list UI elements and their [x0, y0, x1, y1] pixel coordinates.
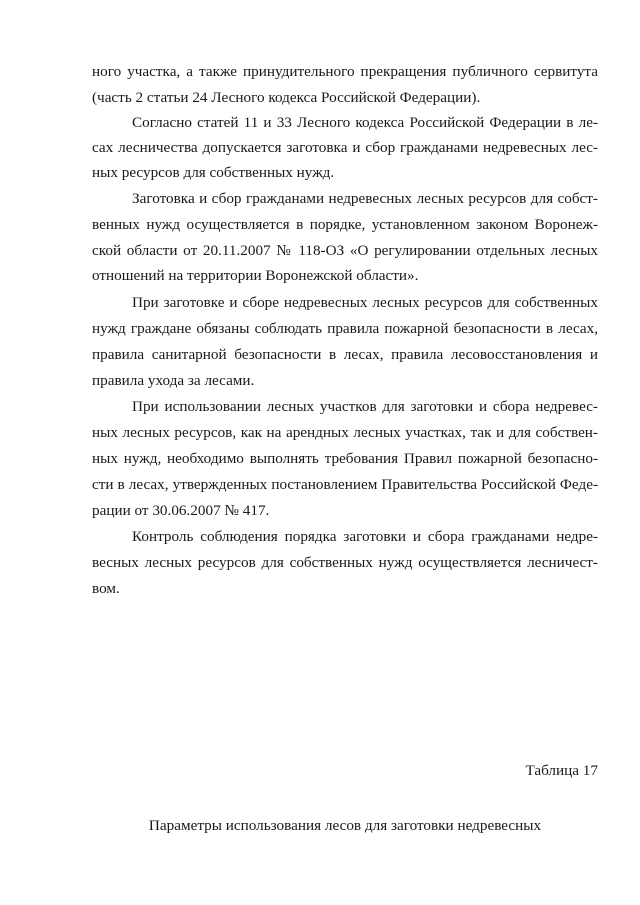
table-number: Таблица 17	[525, 762, 598, 779]
text-line: При заготовке и сборе недревесных лесных ресурсов для собственных	[132, 294, 598, 311]
text-line: ных нужд, необходимо выполнять требования Правил пожарной безопасно-	[92, 450, 598, 467]
table-title: Параметры использования лесов для заготовки недревесных	[148, 817, 542, 834]
text-line: Контроль соблюдения порядка заготовки и сбора гражданами недре-	[132, 528, 598, 545]
text-line: ных лесных ресурсов, как на арендных лесных участках, так и для собствен-	[92, 424, 598, 441]
text-line: Заготовка и сбор гражданами недревесных лесных ресурсов для собст-	[132, 190, 598, 207]
text-line: рации от 30.06.2007 № 417.	[92, 502, 270, 519]
text-line: правила ухода за лесами.	[92, 372, 255, 389]
text-line: нужд граждане обязаны соблюдать правила пожарной безопасности в лесах,	[92, 320, 598, 337]
text-line: сах лесничества допускается заготовка и сбор гражданами недревесных лес-	[92, 139, 598, 156]
text-line: отношений на территории Воронежской области».	[92, 267, 419, 284]
text-line: сти в лесах, утвержденных постановлением Правительства Российской Феде-	[92, 476, 598, 493]
text-line: ской области от 20.11.2007 № 118-ОЗ «О регулировании отдельных лесных	[92, 242, 598, 259]
text-line: ных ресурсов для собственных нужд.	[92, 164, 335, 181]
text-line: вом.	[92, 580, 120, 597]
text-line: весных лесных ресурсов для собственных нужд осуществляется лесничест-	[92, 554, 598, 571]
text-line: венных нужд осуществляется в порядке, установленном законом Воронеж-	[92, 216, 598, 233]
text-line: ного участка, а также принудительного прекращения публичного сервитута	[92, 63, 598, 80]
text-line: При использовании лесных участков для заготовки и сбора недревес-	[132, 398, 598, 415]
text-line: правила санитарной безопасности в лесах, правила лесовосстановления и	[92, 346, 598, 363]
text-line: (часть 2 статьи 24 Лесного кодекса Российской Федерации).	[92, 89, 481, 106]
text-line: Согласно статей 11 и 33 Лесного кодекса Российской Федерации в ле-	[132, 114, 598, 131]
